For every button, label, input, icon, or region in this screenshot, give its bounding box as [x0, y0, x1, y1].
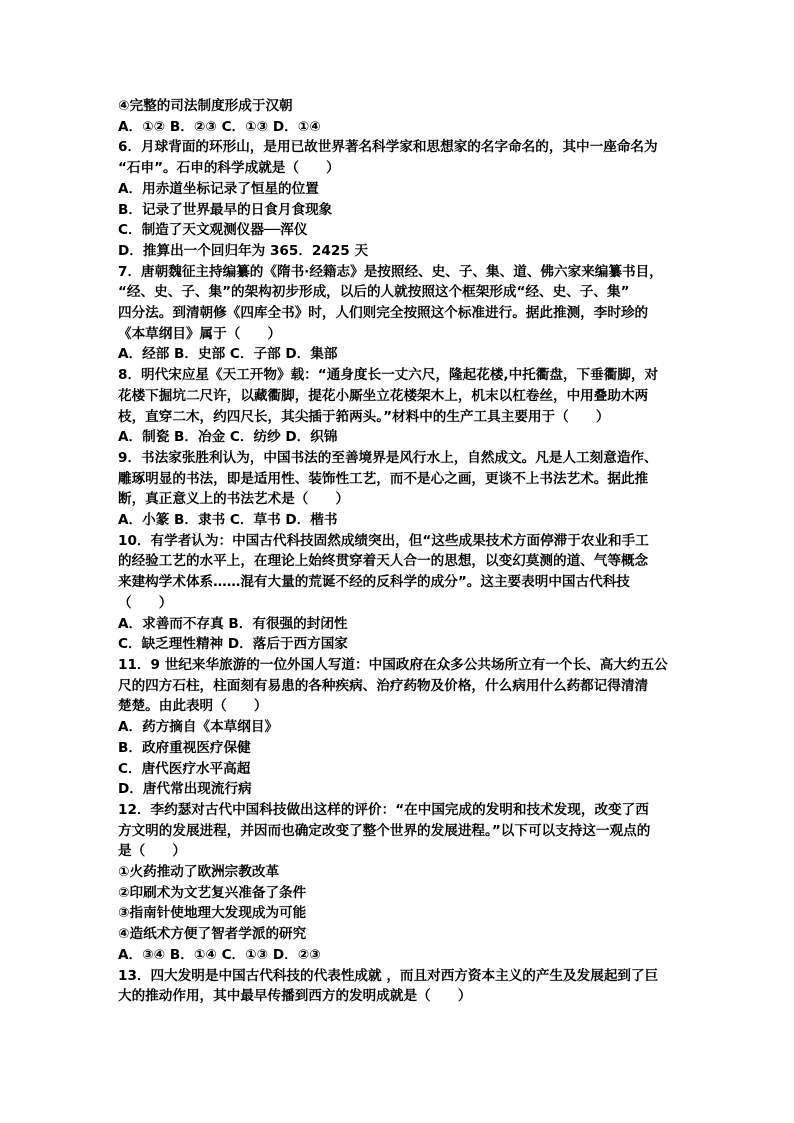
text-line: A．小篆 B．隶书 C．草书 D．楷书 — [118, 512, 338, 529]
text-line: ②印刷术为文艺复兴准备了条件 — [118, 884, 307, 901]
text-line: B．记录了世界最早的日食月食现象 — [118, 201, 333, 218]
text-line: C．唐代医疗水平高超 — [118, 760, 251, 777]
text-line: 来建构学术体系……混有大量的荒诞不经的反科学的成分”。这主要表明中国古代科技 — [118, 574, 630, 591]
text-line: A．制瓷 B．冶金 C．纺纱 D．织锦 — [118, 429, 338, 446]
text-line: 7．唐朝魏征主持编纂的《隋书·经籍志》是按照经、史、子、集、道、佛六家来编纂书目， — [118, 263, 663, 280]
text-line: B．政府重视医疗保健 — [118, 739, 251, 756]
text-line: 是（ ） — [118, 843, 186, 860]
text-line: 8．明代宋应星《天工开物》载：“通身度长一丈六尺，隆起花楼,中托衢盘，下垂衢脚，对 — [118, 367, 659, 384]
text-line: A．经部 B．史部 C．子部 D．集部 — [118, 346, 338, 363]
text-line: A．③④ B．①④ C．①③ D．②③ — [118, 946, 321, 963]
text-line: ③指南针使地理大发现成为可能 — [118, 905, 307, 922]
text-line: ④造纸术方便了智者学派的研究 — [118, 926, 307, 943]
text-line: 12．李约瑟对古代中国科技做出这样的评价：“在中国完成的发明和技术发现，改变了西 — [118, 801, 649, 818]
text-line: 的经验工艺的水平上，在理论上始终贯穿着天人合一的思想，以变幻莫测的道、气等概念 — [118, 553, 649, 570]
text-line: 枝，直穿二木，约四尺长，其尖插于筘两头。”材料中的生产工具主要用于（ ） — [118, 408, 610, 425]
text-line: （ ） — [118, 594, 173, 611]
text-line: A．用赤道坐标记录了恒星的位置 — [118, 180, 319, 197]
text-line: 10．有学者认为：中国古代科技固然成绩突出，但“这些成果技术方面停滞于农业和手工 — [118, 532, 649, 549]
text-line: 13．四大发明是中国古代科技的代表性成就 ，而且对西方资本主义的产生及发展起到了巨 — [118, 967, 659, 984]
text-line: D．唐代常出现流行病 — [118, 781, 252, 798]
text-line: “石申”。石申的科学成就是（ ） — [118, 160, 340, 177]
text-line: 花楼下掘坑二尺许，以藏衢脚，提花小厮坐立花楼架木上，机末以杠卷丝，中用叠助木两 — [118, 387, 649, 404]
text-line: C．制造了天文观测仪器──浑仪 — [118, 222, 308, 239]
text-line: 尺的四方石柱，柱面刻有易患的各种疾病、治疗药物及价格，什么病用什么药都记得清清 — [118, 677, 649, 694]
text-line: 雕琢明显的书法，即是适用性、装饰性工艺，而不是心之画，更谈不上书法艺术。据此推 — [118, 470, 649, 487]
text-line: A．①② B．②③ C．①③ D．①④ — [118, 118, 321, 135]
text-line: C．缺乏理性精神 D．落后于西方国家 — [118, 636, 348, 653]
text-line: A．求善而不存真 B．有很强的封闭性 — [118, 615, 348, 632]
text-line: 断，真正意义上的书法艺术是（ ） — [118, 491, 350, 508]
text-line: 四分法。到清朝修《四库全书》时，人们则完全按照这个标准进行。据此推测，李时珍的 — [118, 305, 649, 322]
text-line: D．推算出一个回归年为 365．2425 天 — [118, 242, 369, 259]
text-line: 大的推动作用，其中最早传播到西方的发明成就是（ ） — [118, 988, 472, 1005]
text-line: A．药方摘自《本草纲目》 — [118, 719, 279, 736]
exam-page — [118, 96, 680, 1007]
text-line: 《本草纲目》属于（ ） — [118, 325, 282, 342]
text-line: “经、史、子、集”的架构初步形成，以后的人就按照这个框架形成“经、史、子、集” — [118, 284, 630, 301]
text-line: 楚楚。由此表明（ ） — [118, 698, 268, 715]
text-line: 6．月球背面的环形山，是用已故世界著名科学家和思想家的名字命名的，其中一座命名为 — [118, 139, 658, 156]
text-line: ①火药推动了欧洲宗教改革 — [118, 864, 280, 881]
text-line: ④完整的司法制度形成于汉朝 — [118, 98, 293, 114]
text-line: 11．9 世纪来华旅游的一位外国人写道：中国政府在众多公共场所立有一个长、高大约五公 — [118, 656, 668, 673]
text-line: 9．书法家张胜利认为，中国书法的至善境界是风行水上，自然成文。凡是人工刻意造作、 — [118, 449, 658, 466]
text-line: 方文明的发展进程，并因而也确定改变了整个世界的发展进程。”以下可以支持这一观点的 — [118, 822, 651, 839]
